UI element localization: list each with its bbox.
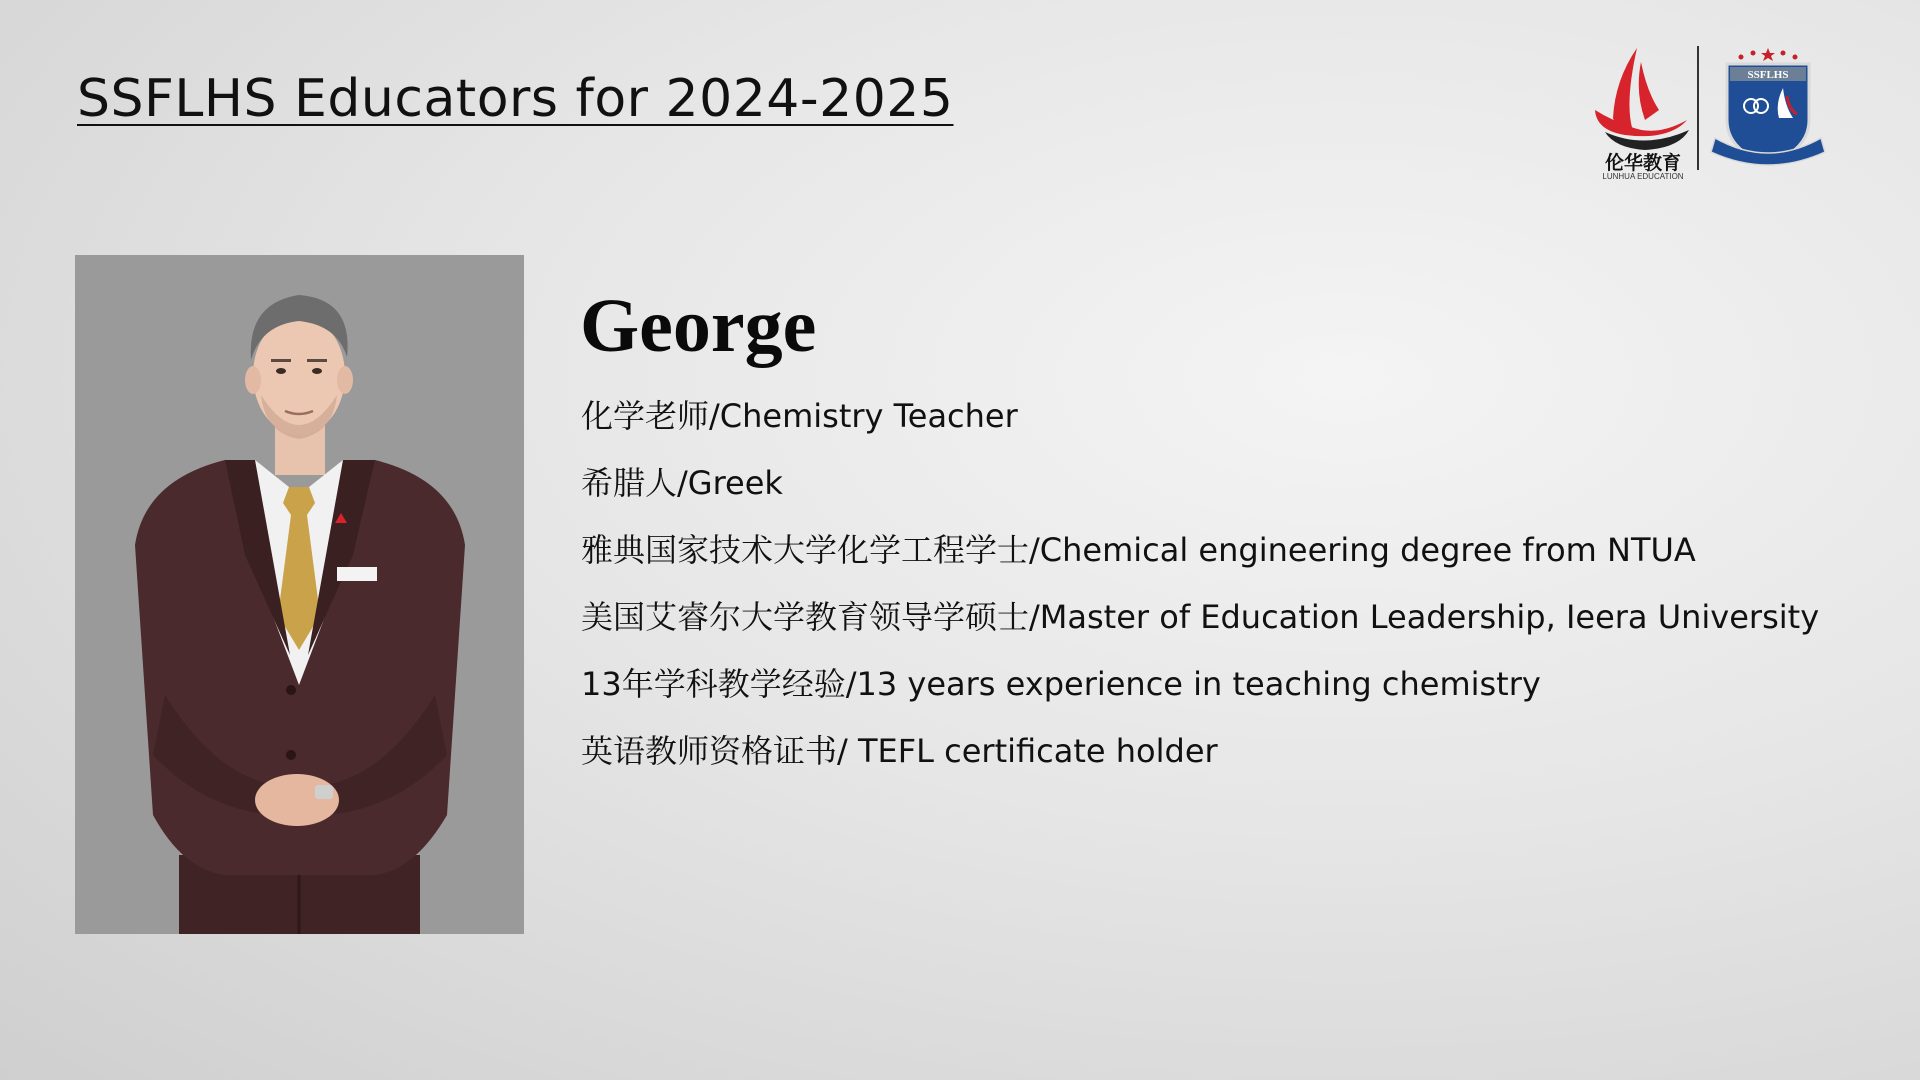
detail-nationality: 希腊人/Greek: [581, 464, 783, 502]
detail-certificate: 英语教师资格证书/ TEFL certificate holder: [581, 732, 1218, 770]
ssflhs-badge-text: SSFLHS: [1747, 69, 1789, 81]
lunhua-logo-icon: [1595, 48, 1689, 180]
teacher-name: George: [580, 284, 817, 368]
school-logos: [1575, 40, 1835, 180]
detail-subject: 化学老师/Chemistry Teacher: [581, 397, 1018, 435]
detail-bachelor-degree: 雅典国家技术大学化学工程学士/Chemical engineering degree from NTUA: [581, 531, 1696, 569]
detail-master-degree: 美国艾睿尔大学教育领导学硕士/Master of Education Leadership, Ieera University: [581, 598, 1820, 636]
lunhua-en-text: LUNHUA EDUCATION: [1602, 172, 1684, 180]
teacher-details: [581, 397, 1820, 802]
lunhua-cn-text: 伦华教育: [1604, 152, 1682, 174]
teacher-photo: [75, 255, 524, 934]
detail-experience: 13年学科教学经验/13 years experience in teaching chemistry: [581, 665, 1541, 703]
slide-title: SSFLHS Educators for 2024-2025: [77, 69, 954, 129]
ssflhs-shield-icon: [1711, 48, 1825, 165]
teacher-portrait-icon: [75, 255, 524, 934]
